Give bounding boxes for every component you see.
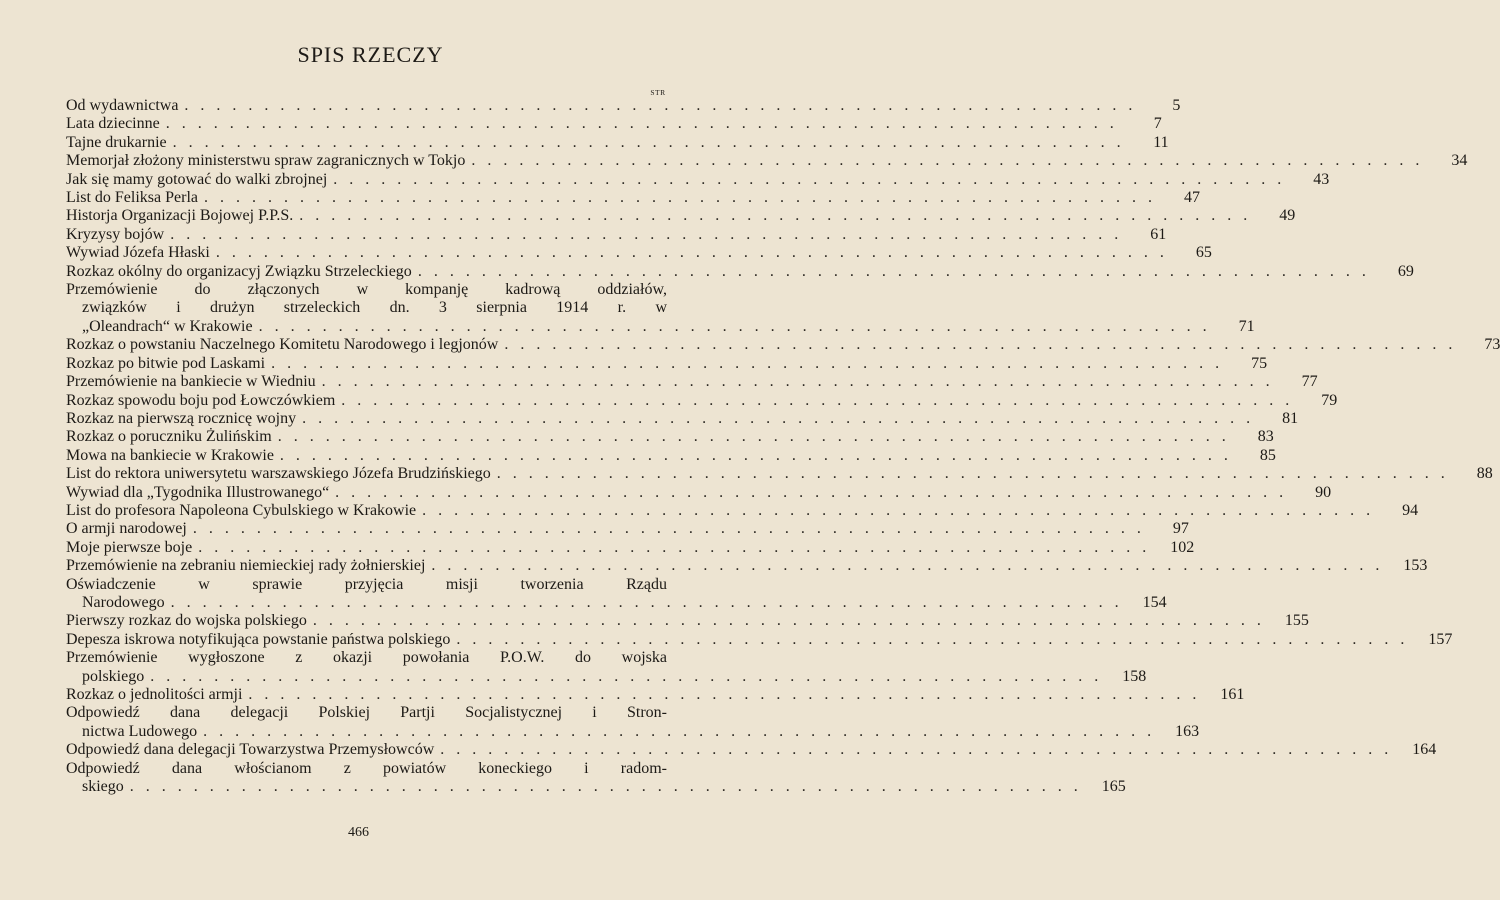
toc-entry-title-line: Kryzysy bojów <box>66 225 165 243</box>
toc-entry <box>66 612 1309 630</box>
page-title: SPIS RZECZY <box>297 42 444 67</box>
toc-entry-title-line: Pierwszy rozkaz do wojska polskiego <box>66 612 307 630</box>
toc-entry-page: 164 <box>1412 741 1437 759</box>
toc-entry <box>66 483 1332 502</box>
dot-leader: ............................................................ <box>279 446 1240 464</box>
toc-entry <box>66 152 1468 170</box>
toc-entry <box>66 686 1245 704</box>
toc-entry <box>66 354 1268 373</box>
dot-leader: ............................................................ <box>321 373 1282 391</box>
toc-entry-title-line: Oświadczenie w sprawie przyjęcia misji tworzenia Rządu <box>66 575 667 593</box>
toc-entry-title-line: Przemówienie na bankiecie w Wiedniu <box>66 373 316 391</box>
toc-entry <box>66 336 1500 354</box>
page-column-label: STR <box>650 88 666 97</box>
toc-entry-page: 165 <box>1101 778 1126 796</box>
toc-entry <box>66 244 1212 262</box>
dot-leader: ............................................................ <box>277 428 1238 446</box>
dot-leader: ............................................................ <box>431 557 1392 575</box>
toc-entry-title-line: Od wydawnictwa <box>66 97 179 114</box>
dot-leader: ............................................................ <box>504 336 1465 354</box>
toc-entry-title-line: Przemówienie do złączonych w kompanję kadrową oddziałów, <box>66 281 667 299</box>
toc-entry <box>66 428 1274 446</box>
toc-entry-page: 77 <box>1301 373 1318 391</box>
dot-leader: ............................................................ <box>312 612 1273 630</box>
toc-entry-title-line: Rozkaz na pierwszą rocznicę wojny <box>66 409 297 427</box>
toc-entry-title-line: Tajne drukarnie <box>66 133 167 151</box>
toc-entry-page: 153 <box>1403 557 1428 575</box>
toc-entry-title-line: nictwa Ludowego <box>82 722 198 740</box>
toc-entry-title-line: Rozkaz po bitwie pod Laskami <box>66 354 266 372</box>
toc-entry <box>66 170 1330 189</box>
toc-entry-title-line: Moje pierwsze boje <box>66 538 193 556</box>
toc-entry-title-line: Memorjał złożony ministerstwu spraw zagranicznych w Tokjo <box>66 152 466 170</box>
toc-entry-title-line: polskiego <box>82 667 145 685</box>
toc-entry-page: 85 <box>1259 446 1276 464</box>
toc-entry-page: 47 <box>1183 189 1200 207</box>
page-number: 466 <box>348 825 369 840</box>
toc-entry <box>66 704 1200 741</box>
toc-entry-page: 90 <box>1315 483 1332 501</box>
toc-entry <box>66 538 1195 557</box>
toc-entry-title-line: Depesza iskrowa notyfikująca powstanie państwa polskiego <box>66 630 451 648</box>
toc-entry <box>66 446 1276 465</box>
dot-leader: ............................................................ <box>471 152 1432 170</box>
toc-entry <box>66 225 1167 244</box>
toc-entry <box>66 520 1189 538</box>
toc-entry-title-line: Historja Organizacji Bojowej P.P.S. <box>66 207 294 225</box>
dot-leader: ............................................................ <box>192 520 1153 538</box>
toc-entry-page: 34 <box>1451 152 1468 170</box>
toc-entry <box>66 115 1162 133</box>
toc-entry-page: 75 <box>1251 354 1268 372</box>
dot-leader: ............................................................ <box>203 722 1164 740</box>
toc-entry-title-line: Rozkaz o poruczniku Żulińskim <box>66 428 272 446</box>
toc-entry-title-line: Wywiad dla „Tygodnika Illustrowanego“ <box>66 483 330 501</box>
toc-entry-page: 61 <box>1150 225 1167 243</box>
toc-entry-title-line: Rozkaz spowodu boju pod Łowczówkiem <box>66 391 336 409</box>
toc-entry-title-line: Odpowiedź dana włościanom z powiatów koneckiego i radom- <box>66 759 667 777</box>
toc-entry-page: 7 <box>1153 115 1162 133</box>
toc-entry-page: 97 <box>1172 520 1189 538</box>
toc-entry <box>66 575 1167 613</box>
toc-entry-title-line: Wywiad Józefa Hłaski <box>66 244 210 262</box>
toc-entry <box>66 207 1296 225</box>
dot-leader: ............................................................ <box>417 262 1378 280</box>
toc-entry-title-line: skiego <box>82 778 124 796</box>
dot-leader: ............................................................ <box>258 317 1219 335</box>
toc-entry-page: 88 <box>1476 465 1493 483</box>
toc-entry-title-line: O armji narodowej <box>66 520 187 538</box>
toc-entry-title-line: Mowa na bankiecie w Krakowie <box>66 446 274 464</box>
toc-entry-title-line: List do profesora Napoleona Cybulskiego w Krakowie <box>66 501 417 519</box>
toc-entry <box>66 189 1200 207</box>
toc-entry <box>66 630 1453 649</box>
toc-entry-page: 154 <box>1142 593 1167 611</box>
dot-leader: ............................................................ <box>165 115 1126 133</box>
toc-entry-title-line: List do rektora uniwersytetu warszawskiego Józefa Brudzińskiego <box>66 465 491 483</box>
toc-entry-page: 73 <box>1484 336 1500 354</box>
dot-leader: ............................................................ <box>184 97 1145 114</box>
dot-leader: ............................................................ <box>456 630 1417 648</box>
toc-entry-title-line: Rozkaz o jednolitości armji <box>66 686 243 703</box>
dot-leader: ............................................................ <box>302 409 1263 427</box>
dot-leader: ............................................................ <box>299 207 1260 225</box>
toc-entry <box>66 409 1299 428</box>
dot-leader: ............................................................ <box>440 741 1401 759</box>
toc-entry-page: 5 <box>1172 97 1181 114</box>
toc-entry <box>66 133 1169 152</box>
toc-entry <box>66 391 1338 410</box>
dot-leader: ............................................................ <box>335 483 1296 501</box>
dot-leader: ............................................................ <box>271 354 1232 372</box>
toc-entry-page: 102 <box>1170 538 1195 556</box>
dot-leader: ............................................................ <box>172 133 1133 151</box>
dot-leader: ............................................................ <box>496 465 1457 483</box>
toc-entry-page: 81 <box>1282 409 1299 427</box>
toc-entry <box>66 557 1428 575</box>
dot-leader: ............................................................ <box>129 778 1090 796</box>
toc-entry <box>66 649 1147 686</box>
toc-entry-title-line: Odpowiedź dana delegacji Polskiej Partji Socjalistycznej i Stron- <box>66 704 667 722</box>
dot-leader: ............................................................ <box>203 189 1164 207</box>
toc-entry-title-line: Rozkaz o powstaniu Naczelnego Komitetu Narodowego i legjonów <box>66 336 499 354</box>
toc-entry-title-line: Odpowiedź dana delegacji Towarzystwa Przemysłowców <box>66 741 435 759</box>
toc-entry-page: 158 <box>1122 667 1147 685</box>
dot-leader: ............................................................ <box>198 538 1159 556</box>
dot-leader: ............................................................ <box>341 391 1302 409</box>
toc-entry-title-line: Przemówienie wygłoszone z okazji powołania P.O.W. do wojska <box>66 649 667 667</box>
toc-entry-page: 49 <box>1279 207 1296 225</box>
dot-leader: ............................................................ <box>150 667 1111 685</box>
dot-leader: ............................................................ <box>170 225 1131 243</box>
toc-entry-page: 71 <box>1238 317 1255 335</box>
toc-entry <box>66 465 1493 483</box>
toc-entry-title-line: związków i drużyn strzeleckich dn. 3 sierpnia 1914 r. w <box>82 299 667 317</box>
toc-entry-page: 161 <box>1220 686 1245 703</box>
toc-entry-title-line: Przemówienie na zebraniu niemieckiej rady żołnierskiej <box>66 557 426 575</box>
toc-entry <box>66 97 1181 115</box>
dot-leader: ............................................................ <box>215 244 1176 262</box>
toc-entry-title-line: List do Feliksa Perla <box>66 189 198 207</box>
toc-entry <box>66 759 1126 797</box>
toc-entry <box>66 373 1318 391</box>
dot-leader: ............................................................ <box>422 501 1383 519</box>
toc-entry <box>66 501 1419 520</box>
toc-entry-title-line: Jak się mamy gotować do walki zbrojnej <box>66 170 328 188</box>
toc-entry <box>66 262 1414 281</box>
toc-entry <box>66 741 1437 759</box>
toc-entry-title-line: Lata dziecinne <box>66 115 160 133</box>
toc-entry-page: 65 <box>1195 244 1212 262</box>
toc-entry-page: 11 <box>1153 133 1169 151</box>
toc-entry-page: 83 <box>1257 428 1274 446</box>
dot-leader: ............................................................ <box>333 170 1294 188</box>
toc-entry-page: 155 <box>1284 612 1309 630</box>
toc-entry-title-line: Narodowego <box>82 593 165 611</box>
toc-entry-title-line: „Oleandrach“ w Krakowie <box>82 317 253 335</box>
toc-entry <box>66 281 1255 336</box>
toc-entry-page: 79 <box>1321 391 1338 409</box>
table-of-contents <box>66 97 1500 796</box>
toc-entry-page: 43 <box>1313 170 1330 188</box>
dot-leader: ............................................................ <box>248 686 1209 703</box>
toc-entry-page: 69 <box>1397 262 1414 280</box>
toc-entry-page: 163 <box>1175 722 1200 740</box>
dot-leader: ............................................................ <box>170 593 1131 611</box>
toc-entry-page: 94 <box>1402 501 1419 519</box>
toc-entry-title-line: Rozkaz okólny do organizacyj Związku Strzeleckiego <box>66 262 412 280</box>
toc-entry-page: 157 <box>1428 630 1453 648</box>
